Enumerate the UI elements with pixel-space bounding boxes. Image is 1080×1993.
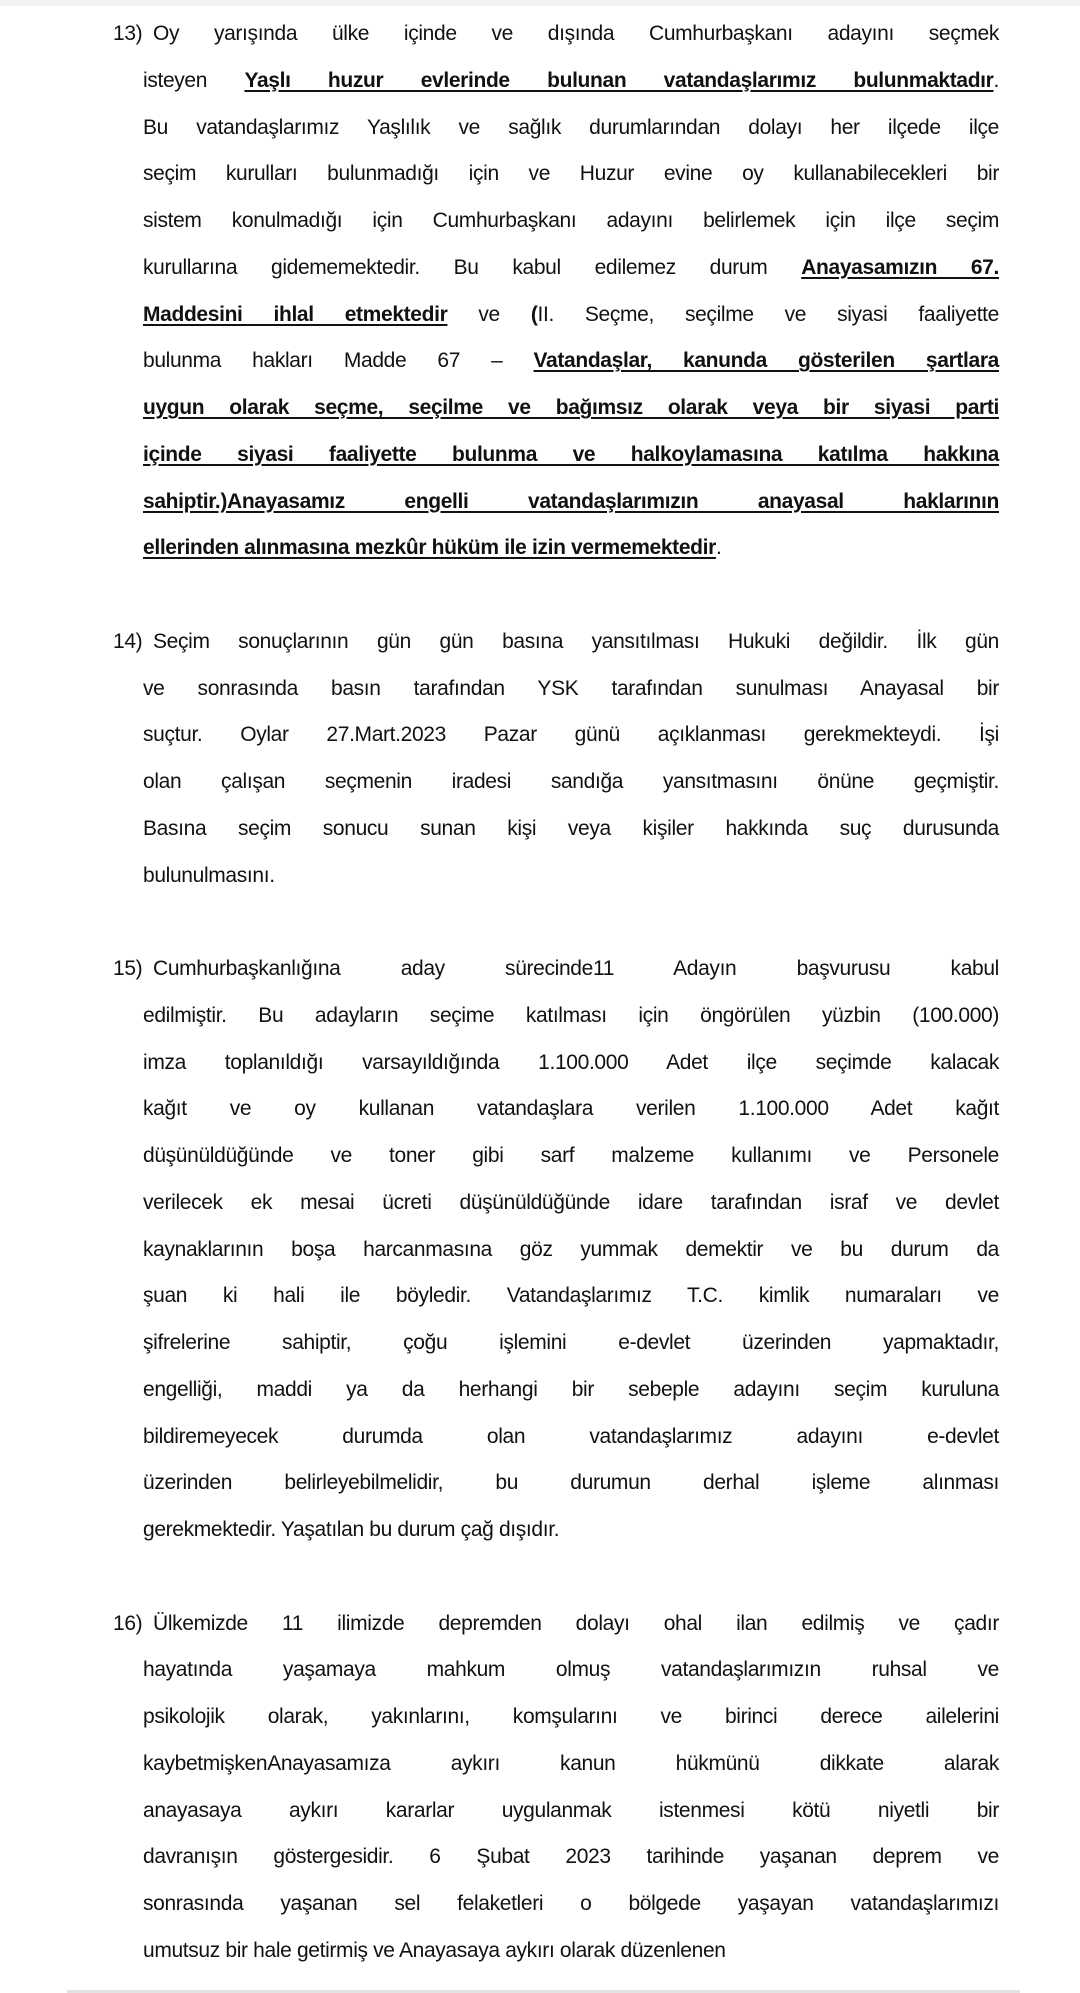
text-line [143,759,999,805]
text-run: kaybetmişkenAnayasamıza aykırı kanun hükmünü dikkate alarak [143,1751,999,1775]
text-line [143,993,999,1039]
text-run: anayasaya aykırı kararlar uygulanmak istenmesi kötü niyetli bir [143,1798,999,1822]
text-run: davranışın göstergesidir. 6 Şubat 2023 tarihinde yaşanan deprem ve [143,1845,999,1869]
text-run: Cumhurbaşkanlığına aday sürecinde11 Adayın başvurusu kabul [153,957,999,980]
text-line [143,1086,999,1132]
item-number: 15) [113,957,143,980]
text-run: isteyen [143,68,245,92]
text-run: hayatında yaşamaya mahkum olmuş vatandaşlarımızın ruhsal ve [143,1658,999,1682]
text-run: Bu vatandaşlarımız Yaşlılık ve sağlık durumlarından dolayı her ilçede ilçe [143,115,999,139]
text-run: bulunulmasını. [143,863,275,887]
text-run: edilmiştir. Bu adayların seçime katılması için öngörülen yüzbin (100.000) [143,1003,999,1027]
text-run: kaynaklarının boşa harcanmasına göz yummak demektir ve bu durum da [143,1237,999,1261]
text-run: şuan ki hali ile böyledir. Vatandaşlarımız T.C. kimlik numaraları ve [143,1284,999,1308]
item-number: 16) [113,1611,143,1635]
text-line [143,1133,999,1179]
text-run: üzerinden belirleyebilmelidir, bu durumun derhal işleme alınması [143,1471,999,1495]
text-run: suçtur. Oylar 27.Mart.2023 Pazar günü açıklanması gerekmekteydi. İşi [143,723,999,747]
text-line [143,1040,999,1086]
text-line [143,525,999,571]
text-line [143,432,999,478]
text-run: Oy yarışında ülke içinde ve dışında Cumhurbaşkanı adayını seçmek [153,22,999,45]
text-line [143,1788,999,1834]
text-line [143,292,999,338]
text-line [143,1367,999,1413]
text-run: imza toplanıldığı varsayıldığında 1.100.000 Adet ilçe seçimde kalacak [143,1050,999,1074]
text-run: sistem konulmadığı için Cumhurbaşkanı adayını belirlemek için ilçe seçim [143,209,999,232]
text-line [143,1460,999,1506]
text-line [143,1414,999,1460]
item-number: 14) [113,629,143,653]
text-line [153,946,999,992]
text-run: olan çalışan seçmenin iradesi sandığa yansıtmasını önüne geçmiştir. [143,770,999,793]
text-run: kurullarına gidememektedir. Bu kabul edilemez durum [143,255,802,279]
text-line [143,338,999,384]
text-line [153,1601,999,1647]
emphasized-text: uygun olarak seçme, seçilme ve bağımsız olarak veya bir siyasi parti [143,396,999,419]
text-line [143,1507,999,1553]
emphasized-text: ellerinden alınmasına mezkûr hüküm ile izin vermemektedir [143,536,716,560]
text-line [143,1320,999,1366]
viewer-top-edge [0,0,1080,6]
emphasized-text: Vatandaşlar, kanunda gösterilen şartlara [533,349,1000,373]
text-line [143,151,999,197]
text-line [143,479,999,525]
text-line [143,1928,999,1974]
text-line [143,1180,999,1226]
text-run: ve sonrasında basın tarafından YSK tarafından sunulması Anayasal bir [143,676,999,700]
text-line [153,619,999,665]
bold-text: ( [530,302,538,326]
text-run: kağıt ve oy kullanan vatandaşlara verilen 1.100.000 Adet kağıt [143,1097,999,1121]
emphasized-text: içinde siyasi faaliyette bulunma ve halkoylamasına katılma hakkına [143,442,999,466]
text-line [143,853,999,899]
text-line [143,1647,999,1693]
emphasized-text: Maddesini ihlal etmektedir [143,302,448,326]
text-run: düşünüldüğünde ve toner gibi sarf malzeme kullanımı ve Personele [143,1144,999,1167]
text-line [143,245,999,291]
text-run: II. Seçme, seçilme ve siyasi faaliyette [537,302,999,326]
text-run: bulunma hakları Madde 67 – [143,349,534,373]
text-run: psikolojik olarak, yakınlarını, komşularını ve birinci derece ailelerini [143,1705,999,1728]
text-line [143,1273,999,1319]
text-run: şifrelerine sahiptir, çoğu işlemini e-devlet üzerinden yapmaktadır, [143,1331,999,1354]
text-run: Ülkemizde 11 ilimizde depremden dolayı ohal ilan edilmiş ve çadır [153,1611,999,1635]
text-run: ve [447,302,531,326]
cut-off-line [143,1975,999,1985]
text-run: engelliği, maddi ya da herhangi bir sebeple adayını seçim kuruluna [143,1377,999,1401]
text-line [143,1694,999,1740]
text-line [143,712,999,758]
text-line [143,58,999,104]
text-line [143,806,999,852]
text-line [143,385,999,431]
text-run: Basına seçim sonucu sunan kişi veya kişiler hakkında suç durusunda [143,816,999,840]
text-run: umutsuz bir hale getirmiş ve Anayasaya aykırı olarak düzenlenen [143,1938,726,1962]
text-run: . [993,68,999,92]
text-run: . [715,536,722,560]
emphasized-text: Anayasamızın 67. [801,255,999,279]
text-line [143,1834,999,1880]
text-line [143,1741,999,1787]
text-line [153,11,999,57]
text-run: bildiremeyecek durumda olan vatandaşlarımız adayını e-devlet [143,1424,999,1448]
emphasized-text: sahiptir.)Anayasamız engelli vatandaşlarımızın anayasal haklarının [143,489,999,513]
text-run: gerekmektedir. Yaşatılan bu durum çağ dışıdır. [143,1518,560,1541]
text-run: Seçim sonuçlarının gün gün basına yansıtılması Hukuki değildir. İlk gün [153,629,999,653]
text-line [143,1227,999,1273]
item-number: 13) [113,22,143,45]
text-line [143,666,999,712]
text-run: verilecek ek mesai ücreti düşünüldüğünde idare tarafından israf ve devlet [143,1190,999,1214]
text-line [143,1881,999,1927]
text-run: sonrasında yaşanan sel felaketleri o bölgede yaşayan vatandaşlarımızı [143,1892,999,1915]
text-line [143,105,999,151]
emphasized-text: Yaşlı huzur evlerinde bulunan vatandaşlarımız bulunmaktadır [244,68,994,92]
text-run: seçim kurulları bulunmadığı için ve Huzur evine oy kullanabilecekleri bir [143,162,999,186]
text-line [143,198,999,244]
